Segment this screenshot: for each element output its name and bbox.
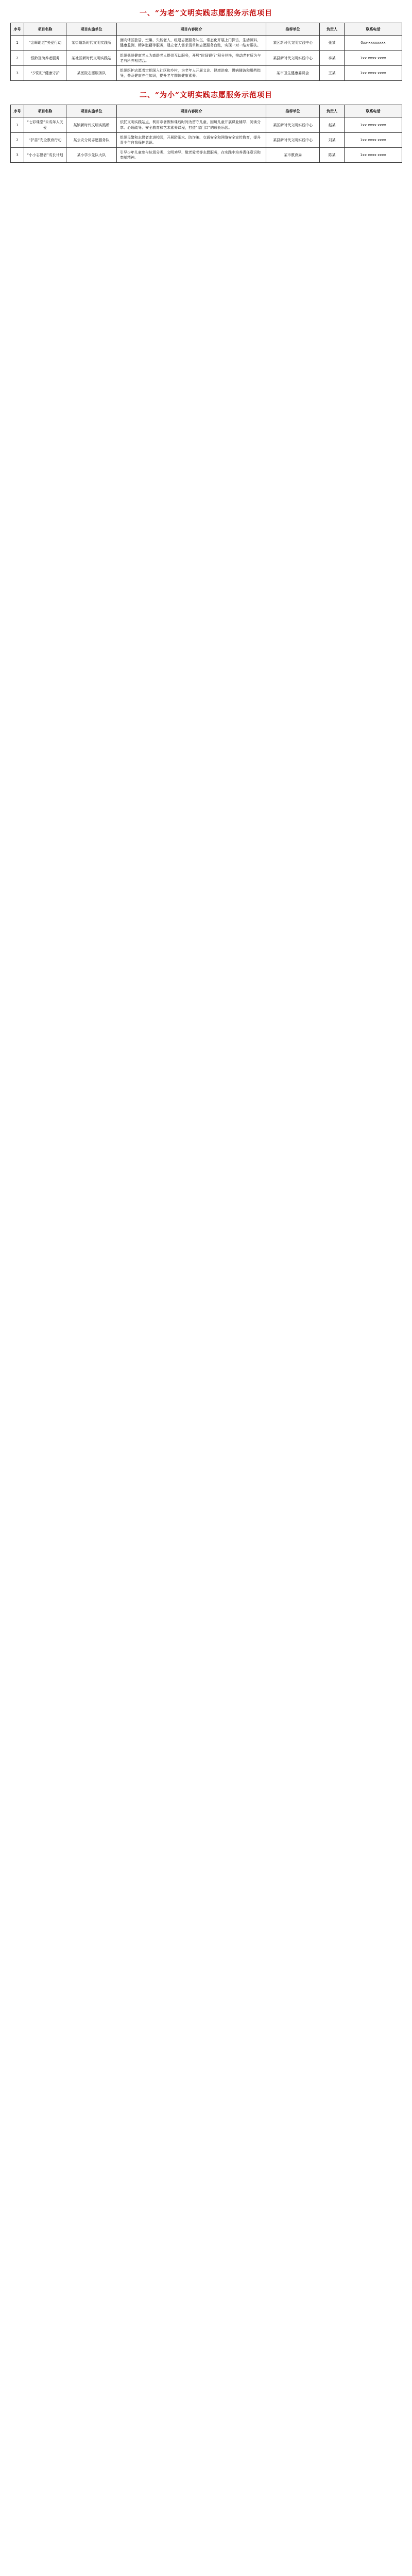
cell-org: 某社区新时代文明实践站 <box>66 50 117 65</box>
cell-desc: 引导少年儿童参与垃圾分类、文明劝导、敬老爱老等志愿服务，在实践中培养责任意识和奉献精神。 <box>117 148 266 163</box>
header-person: 负责人 <box>320 23 345 36</box>
cell-org: 某街道新时代文明实践所 <box>66 36 117 50</box>
header-unit: 推荐单位 <box>266 23 320 36</box>
cell-org: 某医院志愿服务队 <box>66 65 117 80</box>
cell-unit: 某市教育局 <box>266 148 320 163</box>
cell-phone: 1xx xxxx xxxx <box>345 132 402 147</box>
table-row <box>11 65 402 80</box>
header-desc: 项目内容简介 <box>117 23 266 36</box>
section-title-elderly: 一、“为老”文明实践志愿服务示范项目 <box>139 9 273 18</box>
table-row <box>11 50 402 65</box>
header-org: 项目实施单位 <box>66 23 117 36</box>
cell-no: 1 <box>11 117 24 132</box>
cell-desc: 组织民警和志愿者走进校园，开展防溺水、防诈骗、交通安全和网络安全宣传教育，提升青少年自我保护意识。 <box>117 132 266 147</box>
cell-name: “小小志愿者”成长计划 <box>24 148 66 163</box>
cell-no: 3 <box>11 148 24 163</box>
cell-name: “金晖助老”关爱行动 <box>24 36 66 50</box>
cell-name: “夕阳红”健康守护 <box>24 65 66 80</box>
table-row <box>11 36 402 50</box>
cell-person: 张某 <box>320 36 345 50</box>
header-desc: 项目内容简介 <box>117 105 266 117</box>
project-table-children <box>10 105 402 163</box>
cell-no: 1 <box>11 36 24 50</box>
cell-unit: 某县新时代文明实践中心 <box>266 132 320 147</box>
cell-phone: 0xx-xxxxxxxx <box>345 36 402 50</box>
cell-person: 李某 <box>320 50 345 65</box>
cell-phone: 1xx xxxx xxxx <box>345 117 402 132</box>
table-header-row <box>11 105 402 117</box>
header-name: 项目名称 <box>24 23 66 36</box>
cell-unit: 某县新时代文明实践中心 <box>266 50 320 65</box>
cell-person: 刘某 <box>320 132 345 147</box>
document-page <box>10 0 402 171</box>
cell-name: 银龄互助养老服务 <box>24 50 66 65</box>
cell-no: 2 <box>11 50 24 65</box>
project-table-elderly <box>10 23 402 81</box>
header-name: 项目名称 <box>24 105 66 117</box>
section-title-children: 二、“为小”文明实践志愿服务示范项目 <box>139 91 273 100</box>
cell-desc: 组织低龄健康老人为高龄老人提供互助服务，开展“时间银行”积分兑换，推动老有所为与老有所养相结合。 <box>117 50 266 65</box>
cell-org: 某镇新时代文明实践所 <box>66 117 117 132</box>
cell-name: “护苗”安全教育行动 <box>24 132 66 147</box>
cell-person: 王某 <box>320 65 345 80</box>
cell-person: 赵某 <box>320 117 345 132</box>
cell-org: 某小学少先队大队 <box>66 148 117 163</box>
cell-phone: 1xx xxxx xxxx <box>345 50 402 65</box>
header-org: 项目实施单位 <box>66 105 117 117</box>
table-header-row <box>11 23 402 36</box>
table-row <box>11 148 402 163</box>
cell-desc: 依托文明实践站点，利用寒暑假和课后时间为留守儿童、困境儿童开展课业辅导、阅读分享、心理疏导、安全教育和艺术素养课程，打造“家门口”的成长乐园。 <box>117 117 266 132</box>
cell-desc: 面向辖区独居、空巢、失能老人，组建志愿服务队伍，常态化开展上门探访、生活照料、健康监测、精神慰藉等服务，建立老人需求清单和志愿服务台账，实现一对一结对帮扶。 <box>117 36 266 50</box>
cell-unit: 某区新时代文明实践中心 <box>266 36 320 50</box>
header-phone: 联系电话 <box>345 105 402 117</box>
table-row <box>11 117 402 132</box>
cell-no: 2 <box>11 132 24 147</box>
cell-desc: 组织医护志愿者定期深入社区和乡村，为老年人开展义诊、健康讲座、慢病随访和用药指导，普及健康养生知识，提升老年群体健康素养。 <box>117 65 266 80</box>
cell-person: 陈某 <box>320 148 345 163</box>
header-unit: 推荐单位 <box>266 105 320 117</box>
cell-no: 3 <box>11 65 24 80</box>
cell-unit: 某区新时代文明实践中心 <box>266 117 320 132</box>
header-phone: 联系电话 <box>345 23 402 36</box>
cell-org: 某公安分局志愿服务队 <box>66 132 117 147</box>
cell-phone: 1xx xxxx xxxx <box>345 65 402 80</box>
table-row <box>11 132 402 147</box>
header-no: 序号 <box>11 105 24 117</box>
header-person: 负责人 <box>320 105 345 117</box>
cell-name: “七彩课堂”未成年人关爱 <box>24 117 66 132</box>
cell-phone: 1xx xxxx xxxx <box>345 148 402 163</box>
header-no: 序号 <box>11 23 24 36</box>
cell-unit: 某市卫生健康委员会 <box>266 65 320 80</box>
